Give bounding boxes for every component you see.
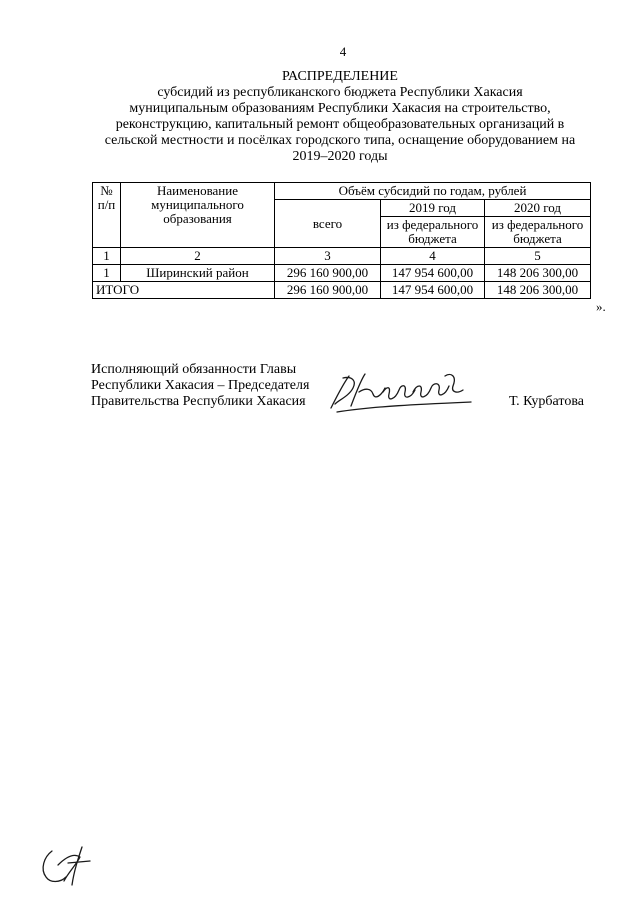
column-number: 1	[93, 248, 121, 265]
column-number: 5	[485, 248, 591, 265]
signatory-line: Правительства Республики Хакасия	[91, 394, 306, 409]
column-number: 3	[275, 248, 381, 265]
row-total: 296 160 900,00	[275, 265, 381, 282]
header-federal-2019: из федерального бюджета	[381, 217, 485, 248]
signatory-line: Республики Хакасия – Председателя	[91, 378, 310, 393]
heading-line: муниципальным образованиям Республики Хакасия на строительство,	[129, 101, 551, 116]
document-heading	[90, 69, 590, 165]
page-number: 4	[339, 44, 347, 59]
row-number: 1	[93, 265, 121, 282]
header-name: Наименование муниципального образования	[121, 183, 275, 248]
table-row	[93, 265, 591, 282]
total-row	[93, 282, 591, 299]
total-2019: 147 954 600,00	[381, 282, 485, 299]
total-label: ИТОГО	[93, 282, 275, 299]
column-numbers-row	[93, 248, 591, 265]
header-number: № п/п	[93, 183, 121, 248]
row-2020: 148 206 300,00	[485, 265, 591, 282]
total-sum: 296 160 900,00	[275, 282, 381, 299]
subsidy-table	[92, 182, 591, 299]
header-federal-2020: из федерального бюджета	[485, 217, 591, 248]
header-volume: Объём субсидий по годам, рублей	[275, 183, 591, 200]
signatory-position	[91, 362, 309, 410]
closing-quote: ».	[596, 299, 606, 314]
heading-line: реконструкцию, капитальный ремонт общеобразовательных организаций в	[115, 117, 565, 132]
heading-line: сельской местности и посёлках городского типа, оснащение оборудованием на	[104, 133, 576, 148]
column-number: 2	[121, 248, 275, 265]
column-number: 4	[381, 248, 485, 265]
handwritten-signature	[325, 366, 475, 416]
signer-name: Т. Курбатова	[509, 394, 584, 409]
header-year-2020: 2020 год	[485, 200, 591, 217]
signatory-line: Исполняющий обязанности Главы	[91, 362, 297, 377]
header-year-2019: 2019 год	[381, 200, 485, 217]
handwritten-mark	[38, 843, 98, 888]
heading-line: 2019–2020 годы	[292, 149, 388, 164]
row-municipality: Ширинский район	[121, 265, 275, 282]
row-2019: 147 954 600,00	[381, 265, 485, 282]
header-total: всего	[275, 200, 381, 248]
total-2020: 148 206 300,00	[485, 282, 591, 299]
heading-title: РАСПРЕДЕЛЕНИЕ	[282, 69, 398, 84]
heading-line: субсидий из республиканского бюджета Республики Хакасия	[157, 85, 523, 100]
